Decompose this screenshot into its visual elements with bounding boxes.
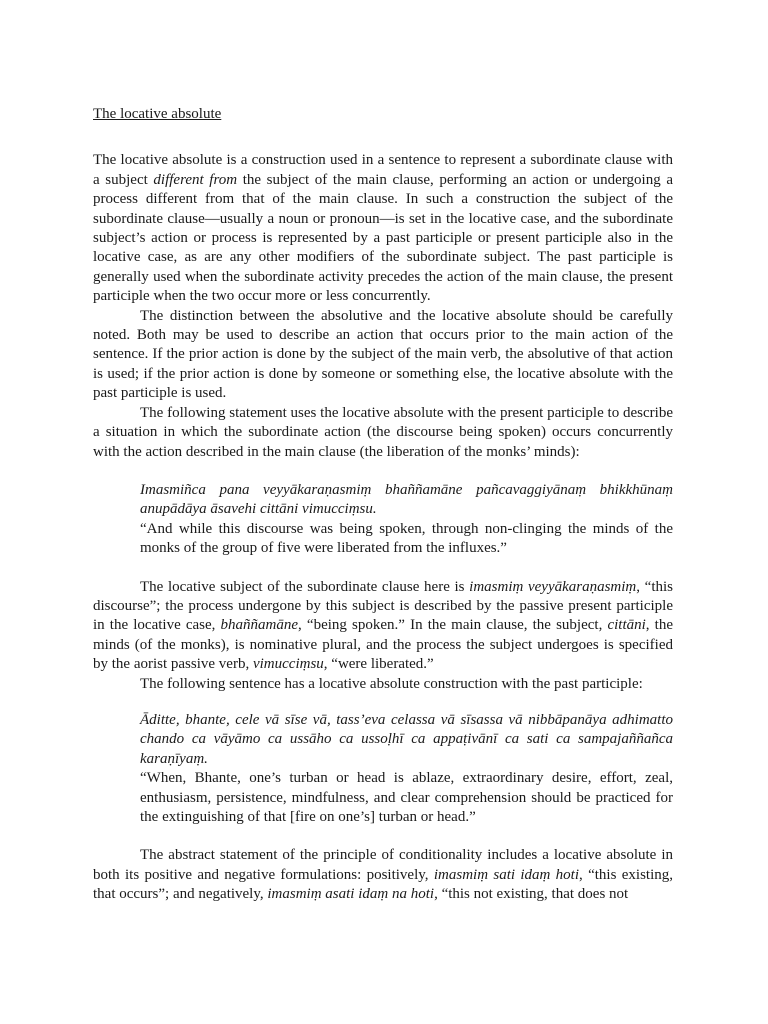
emphasis: imasmiṃ asati idaṃ na hoti — [267, 886, 435, 903]
text-run: , “being spoken.” In the main clause, the subject, — [298, 617, 608, 634]
spacer — [93, 559, 673, 578]
document-page — [93, 105, 673, 905]
emphasis: vimucciṃsu — [252, 656, 324, 673]
text-run: The abstract statement of the principle of conditionality includes a locative absolute in both its positive and negative formulations: positively, — [93, 847, 673, 883]
text-run: , “this not existing, that does not — [434, 886, 629, 903]
emphasis: cittāni — [607, 617, 646, 634]
emphasis: imasmiṃ sati idaṃ hoti — [433, 866, 580, 883]
text-run: , “were liberated.” — [323, 656, 434, 673]
example-2 — [140, 711, 673, 827]
text-run: the subject of the main clause, performing an action or undergoing a process different from that of the main clause. In such a construction the subject of the subordinate clause—usually a noun or pronoun—is set in the locative case, and the subordinate subject’s action or process is represented by a past participle or present participle also in the locative case, as are any other modifiers of the subordinate subject. The past participle is generally used when the subordinate activity precedes the action of the main clause, the present participle when the two occur more or less concurrently. — [93, 171, 673, 305]
example-1 — [140, 481, 673, 559]
text-run: , “this existing, that occurs”; and negatively, — [93, 866, 673, 903]
pali-text: Āditte, bhante, cele vā sīse vā, tass’eva celassa vā sīsassa vā nibbāpanāya adhimatto chando ca vāyāmo ca ussāho ca ussoḷhī ca appaṭivānī ca sati ca sampajaññañca karaṇīyaṃ. — [140, 711, 673, 767]
paragraph-distinction: The distinction between the absolutive and the locative absolute should be carefully noted. Both may be used to describe an action that occurs prior to the main action of the sentence. If the prior action is done by the subject of the main verb, the absolutive of that action is used; if the prior action is done by someone or something else, the locative absolute with the past participle is used. — [93, 307, 673, 402]
pali-quote-2 — [140, 711, 673, 769]
text-run: , the minds (of the monks), is nominative plural, and the process the subject undergoes is specified by the aorist passive verb, — [93, 617, 673, 673]
text-run: , “this discourse”; the process undergone by this subject is described by the passive present participle in the locative case, — [93, 578, 673, 634]
section-title: The locative absolute — [93, 106, 222, 122]
text-run: The locative subject of the subordinate clause here is — [140, 578, 470, 595]
emphasis: imasmiṃ veyyākaraṇasmiṃ — [469, 578, 637, 595]
emphasis: different from — [153, 171, 238, 188]
translation-2: “When, Bhante, one’s turban or head is ablaze, extraordinary desire, effort, zeal, enthusiasm, persistence, mindfulness, and clear comprehension should be practiced for the extinguishing of that [fire on one’s] turban or head.” — [140, 770, 673, 825]
paragraph-past-participle: The following sentence has a locative absolute construction with the past participle: — [140, 675, 643, 692]
paragraph-example-intro: The following statement uses the locative absolute with the present participle to describe a situation in which the subordinate action (the discourse being spoken) occurs concurrently with the action described in the main clause (the liberation of the monks’ minds): — [93, 404, 673, 460]
paragraph-conditionality — [93, 846, 673, 904]
spacer — [93, 827, 673, 846]
spacer — [93, 462, 673, 481]
translation-1: “And while this discourse was being spoken, through non-clinging the minds of the monks of the group of five were liberated from the influxes.” — [140, 520, 673, 557]
text-run: The locative absolute is a construction used in a sentence to represent a subordinate clause with a subject — [93, 152, 673, 188]
paragraph-analysis — [93, 578, 673, 675]
pali-text: Imasmiñca pana veyyākaraṇasmiṃ bhaññamāne pañcavaggiyānaṃ bhikkhūnaṃ anupādāya āsavehi cittāni vimucciṃsu. — [140, 481, 673, 518]
emphasis: bhaññamāne — [220, 617, 299, 634]
paragraph-intro — [93, 151, 673, 306]
spacer — [93, 694, 673, 711]
pali-quote-1 — [140, 481, 673, 520]
